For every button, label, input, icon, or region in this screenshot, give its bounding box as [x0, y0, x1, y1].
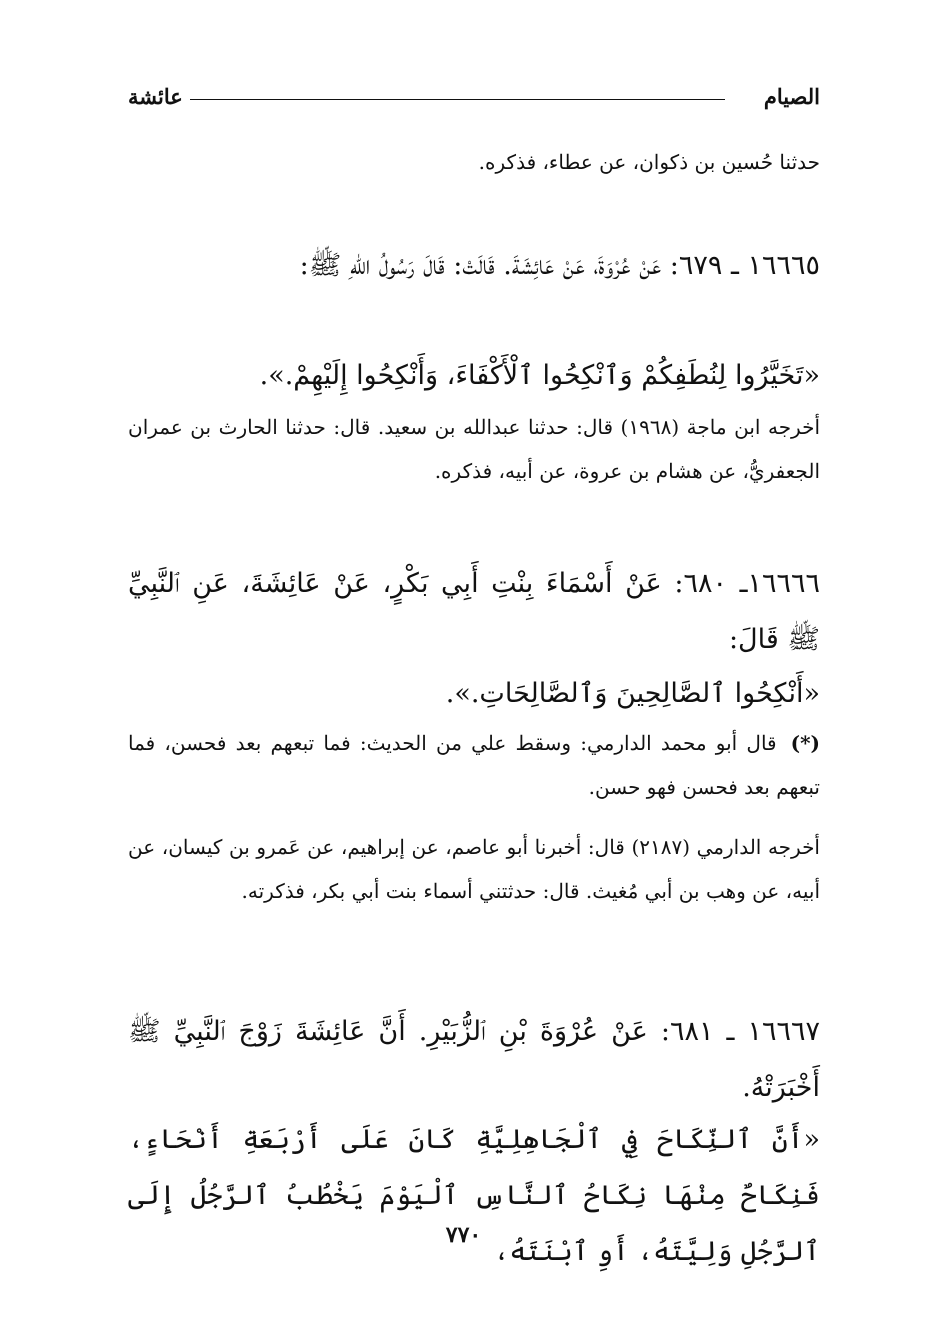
running-header	[128, 82, 820, 116]
header-book-title: الصيام	[763, 84, 820, 109]
hadith-680-isnad: ١٦٦٦٦ـ ٦٨٠: عَنْ أَسْمَاءَ بِنْتِ أَبِي بَكْرٍ، عَنْ عَائِشَةَ، عَنِ ٱلنَّبِيِّ ﷺ قَالَ:	[128, 568, 821, 655]
hadith-679-source: أخرجه ابن ماجة (١٩٦٨) قال: حدثنا عبدالله بن سعيد. قال: حدثنا الحارث بن عمران الجعفريُّ، عن هشام بن عروة، عن أبيه، فذكره.	[128, 415, 821, 483]
header-rule	[190, 99, 725, 100]
hadith-681-isnad: ١٦٦٦٧ ـ ٦٨١: عَنْ عُرْوَةَ بْنِ ٱلزُّبَيْرِ. أَنَّ عَائِشَةَ زَوْجَ ٱلنَّبِيِّ ﷺ أَخْبَرَتْهُ.	[128, 1016, 820, 1103]
hadith-679-isnad: ١٦٦٦٥ ـ ٦٧٩: عَنْ عُرْوَةَ، عَنْ عَائِشَةَ. قَالَتْ: قَالَ رَسُولُ اللهِ ﷺ:	[299, 250, 820, 281]
intro-source-text: حدثنا حُسين بن ذكوان، عن عطاء، فذكره.	[478, 150, 820, 174]
hadith-680-note	[128, 721, 820, 809]
hadith-680-source: أخرجه الدارمي (٢١٨٧) قال: أخبرنا أبو عاصم، عن إبراهيم، عن عَمرو بن كيسان، عن أبيه، عن وهب بن أبي مُغيث. قال: حدثتني أسماء بنت أبي بكر، فذكرته.	[128, 835, 820, 903]
page-number: ٧٧٠	[445, 1222, 482, 1248]
hadith-680-matn: «أَنْكِحُوا ٱلصَّالِحِينَ وَٱلصَّالِحَاتِ.».	[445, 678, 820, 709]
header-narrator: عائشة	[128, 84, 183, 109]
hadith-679-matn: «تَخَيَّرُوا لِنُطَفِكُمْ وَٱنْكِحُوا ٱلْأَكْفَاءَ، وَأَنْكِحُوا إِلَيْهِمْ.».	[259, 360, 820, 391]
note-marker: (*)	[790, 731, 820, 755]
hadith-681-matn: «أَنَّ ٱلنِّكَاحَ فِي ٱلْجَاهِلِيَّةِ كَانَ عَلَى أَرْبَعَةِ أَنْحَاءٍ، فَنِكَاحٌ مِنْهَا نِكَاحُ ٱلنَّاسِ ٱلْيَوْمَ يَخْطُبُ ٱلرَّجُلُ إِلَى ٱلرَّجُلِ وَلِيَّتَهُ، أَوِ ٱبْنَتَهُ،	[128, 1124, 820, 1267]
hadith-680-note-text: قال أبو محمد الدارمي: وسقط علي من الحديث: فما تبعهم بعد فحسن، فما تبعهم بعد فحسن فهو حسن.	[128, 731, 820, 799]
